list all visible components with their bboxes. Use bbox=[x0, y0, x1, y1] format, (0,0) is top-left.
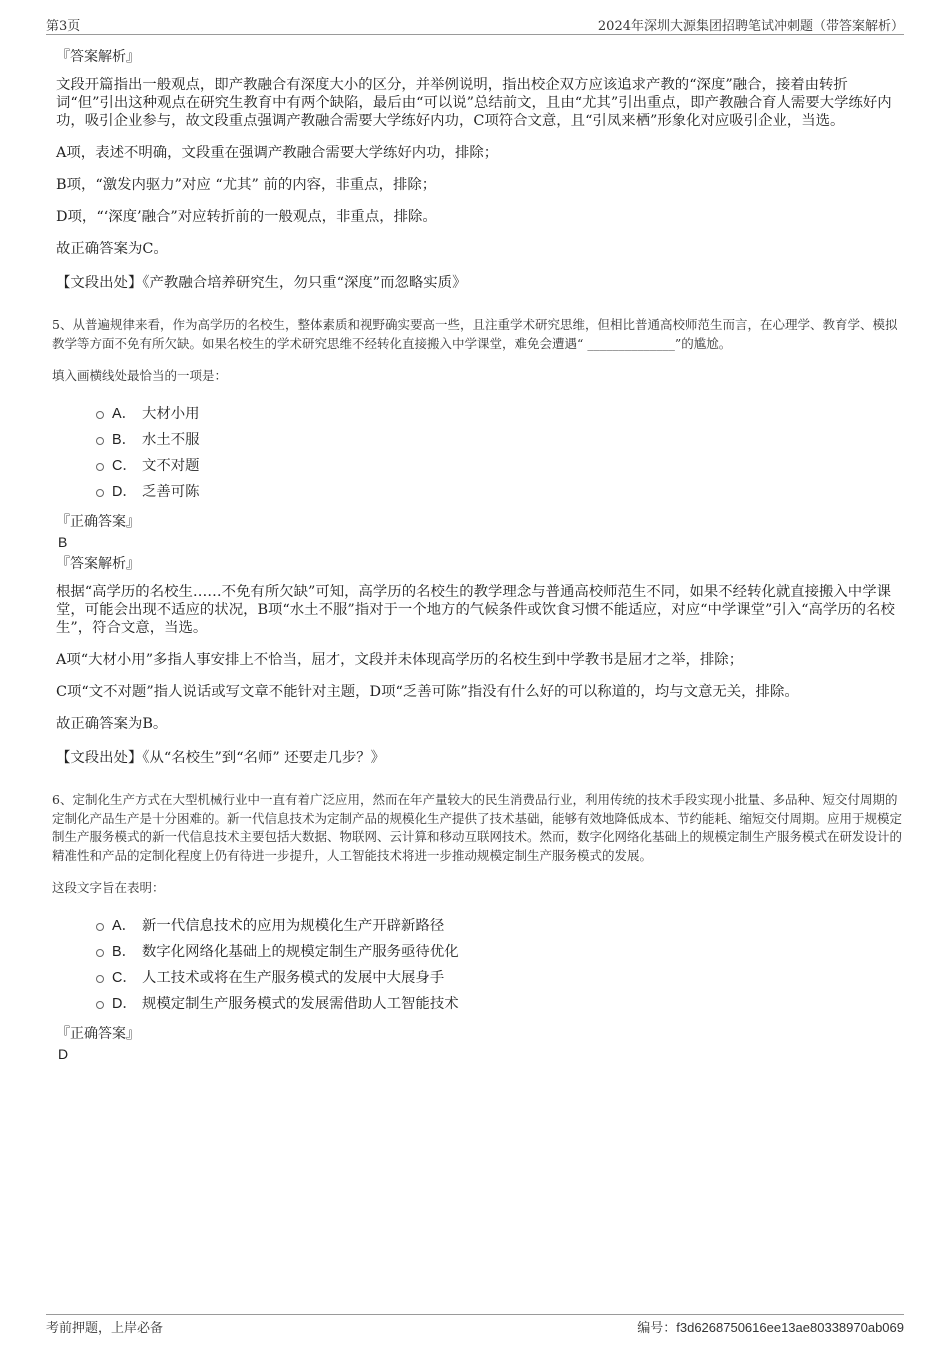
analysis-paragraph: C项“文不对题”指人说话或写文章不能针对主题，D项“乏善可陈”指没有什么好的可以称道的，均与文意无关，排除。 bbox=[56, 684, 799, 700]
option-letter: B． bbox=[112, 943, 136, 960]
source-citation: 【文段出处】《从“名校生”到“名师” 还要走几步？》 bbox=[56, 750, 386, 766]
code-value: f3d6268750616ee13ae80338970ab069 bbox=[676, 1320, 904, 1335]
source-citation: 【文段出处】《产教融合培养研究生，勿只重“深度”而忽略实质》 bbox=[56, 275, 467, 291]
option-text: 规模定制生产服务模式的发展需借助人工智能技术 bbox=[142, 995, 459, 1012]
option-b[interactable] bbox=[96, 425, 902, 451]
question-5 bbox=[52, 316, 902, 767]
q4-analysis bbox=[56, 46, 902, 292]
code-label: 编号： bbox=[637, 1321, 677, 1336]
footer-slogan: 考前押题，上岸必备 bbox=[46, 1321, 164, 1336]
answer-tag: 『正确答案』 bbox=[56, 1026, 140, 1042]
question-stem: 6、定制化生产方式在大型机械行业中一直有着广泛应用，然而在年产量较大的民生消费品行业，利用传统的技术手段实现小批量、多品种、短交付周期的定制化产品生产是十分困难的。新一代信息技术为定制产品的规模化生产提供了技术基础，能够有效地降低成本、节约能耗、缩短交付周期。应用于规模定制生产服务模式的新一代信息技术主要包括大数据、物联网、云计算和移动互联网技术。然而，数字化网络化基础上的规模定制生产服务模式在研发设计的精准性和产品的定制化程度上仍有待进一步提升，人工智能技术将进一步推动规模定制生产服务模式的发展。 bbox=[52, 792, 903, 863]
analysis-paragraph: A项“大材小用”多指人事安排上不恰当，屈才，文段并未体现高学历的名校生到中学教书是屈才之举，排除； bbox=[56, 652, 744, 668]
radio-icon[interactable] bbox=[96, 949, 104, 957]
analysis-tag: 『答案解析』 bbox=[56, 49, 140, 65]
option-letter: A． bbox=[112, 405, 136, 422]
option-list bbox=[96, 911, 902, 1015]
option-text: 大材小用 bbox=[142, 405, 200, 422]
option-letter: C． bbox=[112, 969, 137, 986]
option-letter: D． bbox=[112, 483, 137, 500]
analysis-paragraph: D项，“‘深度’融合”对应转折前的一般观点，非重点，排除。 bbox=[56, 209, 437, 225]
radio-icon[interactable] bbox=[96, 923, 104, 931]
question-6 bbox=[52, 791, 903, 1063]
option-list bbox=[96, 399, 902, 503]
question-prompt: 填入画横线处最恰当的一项是： bbox=[52, 368, 228, 383]
option-text: 新一代信息技术的应用为规模化生产开辟新路径 bbox=[142, 917, 445, 934]
analysis-paragraph: A项，表述不明确，文段重在强调产教融合需要大学练好内功，排除； bbox=[56, 145, 499, 161]
page-header bbox=[46, 14, 904, 35]
correct-answer: D bbox=[58, 1046, 69, 1062]
document-title: 2024年深圳大源集团招聘笔试冲刺题（带答案解析） bbox=[597, 19, 904, 34]
radio-icon[interactable] bbox=[96, 463, 104, 471]
option-d[interactable] bbox=[96, 477, 902, 503]
option-letter: A． bbox=[112, 917, 136, 934]
document-code bbox=[637, 1317, 904, 1336]
radio-icon[interactable] bbox=[96, 489, 104, 497]
option-c[interactable] bbox=[96, 451, 902, 477]
page-number: 第3页 bbox=[46, 19, 81, 34]
radio-icon[interactable] bbox=[96, 975, 104, 983]
correct-answer: B bbox=[58, 534, 68, 550]
question-stem: 5、从普遍规律来看，作为高学历的名校生，整体素质和视野确实要高一些，且注重学术研究思维，但相比普通高校师范生而言，在心理学、教育学、模拟教学等方面不免有所欠缺。如果名校生的学术研究思维不经转化直接搬入中学课堂，难免会遭遇“ ______________”的尴尬。 bbox=[52, 317, 898, 351]
option-text: 人工技术或将在生产服务模式的发展中大展身手 bbox=[142, 969, 445, 986]
radio-icon[interactable] bbox=[96, 411, 104, 419]
option-text: 文不对题 bbox=[142, 457, 200, 474]
option-d[interactable] bbox=[96, 989, 902, 1015]
option-a[interactable] bbox=[96, 399, 902, 425]
option-letter: D． bbox=[112, 995, 137, 1012]
option-text: 乏善可陈 bbox=[142, 483, 200, 500]
answer-tag: 『正确答案』 bbox=[56, 514, 140, 530]
radio-icon[interactable] bbox=[96, 437, 104, 445]
analysis-paragraph: 故正确答案为C。 bbox=[56, 241, 168, 257]
analysis-tag: 『答案解析』 bbox=[56, 556, 140, 572]
radio-icon[interactable] bbox=[96, 1001, 104, 1009]
page-footer bbox=[46, 1314, 904, 1336]
option-text: 水土不服 bbox=[142, 431, 200, 448]
option-c[interactable] bbox=[96, 963, 902, 989]
page-content bbox=[52, 46, 903, 1065]
option-text: 数字化网络化基础上的规模定制生产服务亟待优化 bbox=[142, 943, 459, 960]
analysis-paragraph: B项，“激发内驱力”对应 “尤其” 前的内容，非重点，排除； bbox=[56, 177, 437, 193]
option-letter: B． bbox=[112, 431, 136, 448]
option-a[interactable] bbox=[96, 911, 902, 937]
option-letter: C． bbox=[112, 457, 137, 474]
question-prompt: 这段文字旨在表明： bbox=[52, 880, 165, 895]
analysis-paragraph: 文段开篇指出一般观点，即产教融合有深度大小的区分，并举例说明，指出校企双方应该追求产教的“深度”融合，接着由转折词“但”引出这种观点在研究生教育中有两个缺陷，最后由“可以说”总结前文，且由“尤其”引出重点，即产教融合育人需要大学练好内功，吸引企业参与，故文段重点强调产教融合需要大学练好内功，C项符合文意，且“引凤来栖”形象化对应吸引企业，当选。 bbox=[56, 77, 892, 129]
option-b[interactable] bbox=[96, 937, 902, 963]
analysis-paragraph: 根据“高学历的名校生……不免有所欠缺”可知，高学历的名校生的教学理念与普通高校师范生不同，如果不经转化就直接搬入中学课堂，可能会出现不适应的状况，B项“水土不服”指对于一个地方的气候条件或饮食习惯不能适应，对应“中学课堂”引入“高学历的名校生”，符合文意，当选。 bbox=[56, 584, 895, 636]
analysis-paragraph: 故正确答案为B。 bbox=[56, 716, 168, 732]
